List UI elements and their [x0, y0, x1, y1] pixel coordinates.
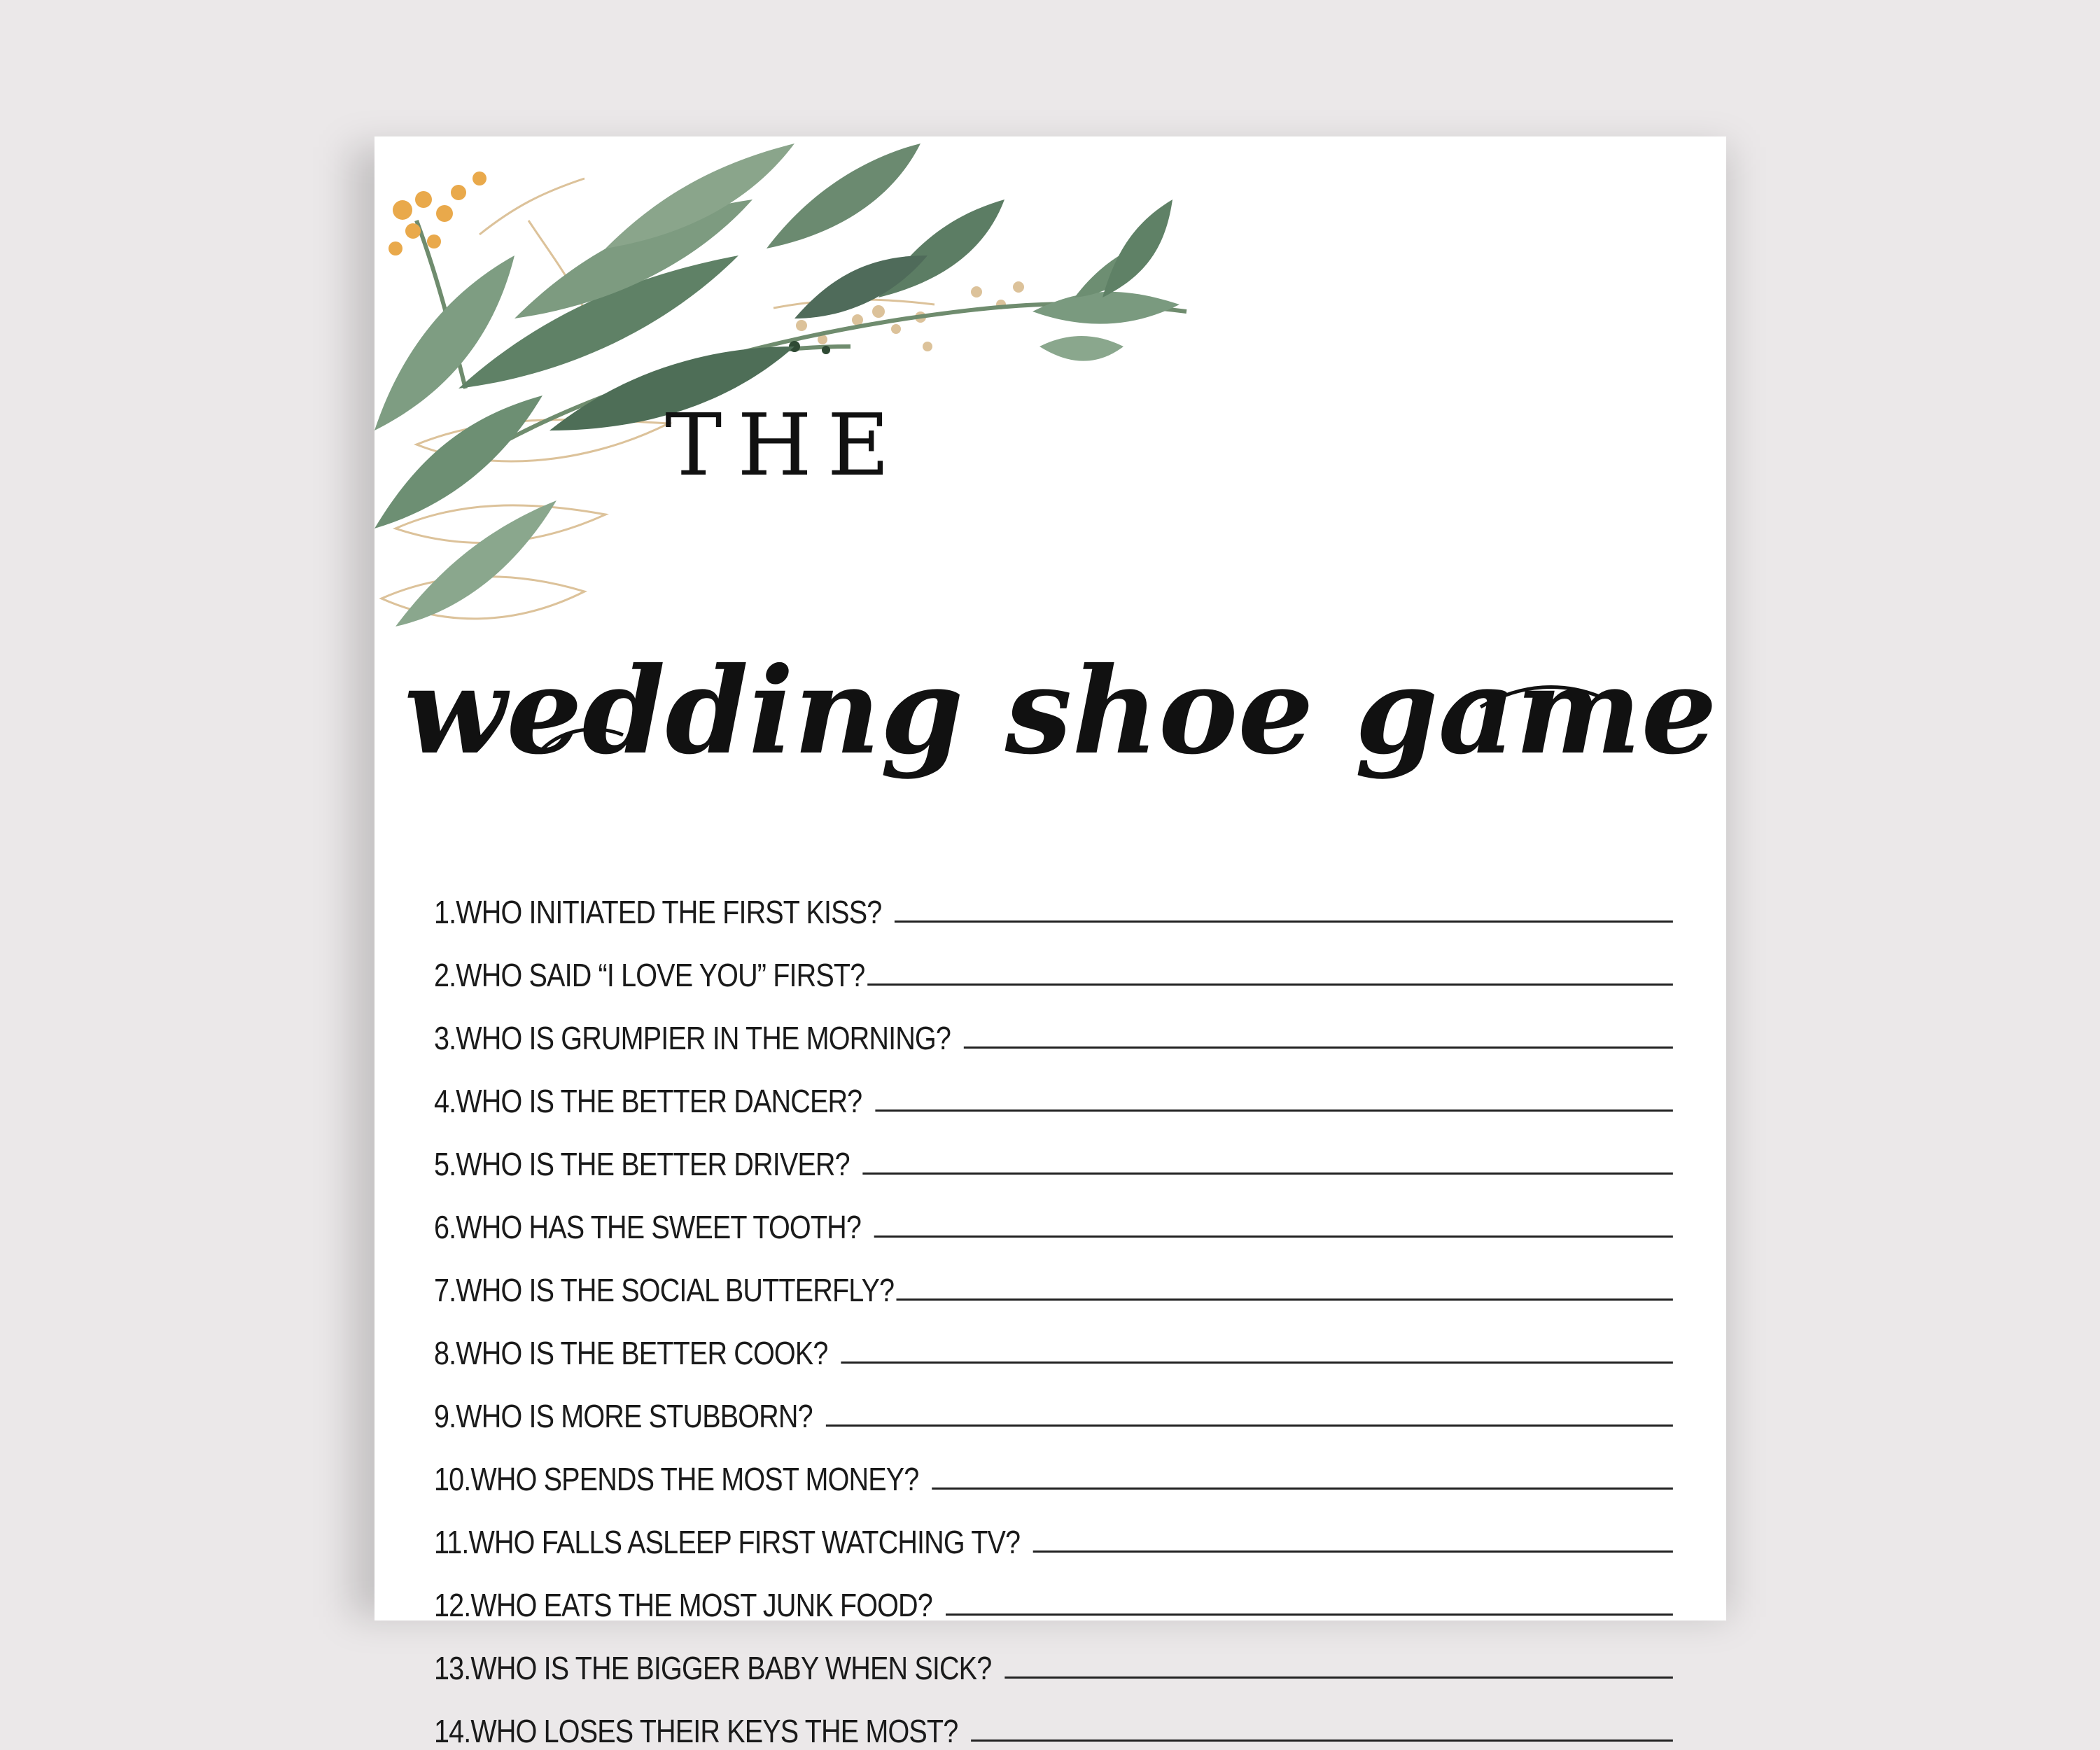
- question-text: WHO IS THE BIGGER BABY WHEN SICK?: [470, 1650, 992, 1686]
- printable-sheet: [374, 136, 1726, 1749]
- question-number: 6.: [434, 1209, 456, 1245]
- question-number: 4.: [434, 1083, 456, 1119]
- question-text: WHO INITIATED THE FIRST KISS?: [456, 894, 882, 930]
- question-text: WHO IS MORE STUBBORN?: [456, 1398, 813, 1434]
- answer-line[interactable]: [897, 1298, 1673, 1301]
- question-text: WHO SPENDS THE MOST MONEY?: [470, 1461, 919, 1497]
- question-row: [434, 931, 1673, 994]
- question-text: WHO SAID “I LOVE YOU” FIRST?: [456, 957, 865, 993]
- title-script: [404, 584, 1717, 836]
- question-text: WHO LOSES THEIR KEYS THE MOST?: [470, 1713, 958, 1749]
- answer-line[interactable]: [964, 1046, 1673, 1049]
- question-number: 2.: [434, 957, 456, 993]
- answer-line[interactable]: [895, 920, 1673, 923]
- answer-line[interactable]: [1004, 1676, 1673, 1679]
- question-row: [434, 994, 1673, 1057]
- question-number: 1.: [434, 894, 456, 930]
- question-number: 7.: [434, 1272, 456, 1308]
- question-number: 5.: [434, 1146, 456, 1182]
- question-row: [434, 1687, 1673, 1750]
- question-number: 9.: [434, 1398, 456, 1434]
- answer-line[interactable]: [932, 1488, 1673, 1490]
- question-number: 13.: [434, 1650, 471, 1686]
- question-row: [434, 1057, 1673, 1120]
- question-text: WHO IS THE SOCIAL BUTTERFLY?: [456, 1272, 895, 1308]
- question-text: WHO HAS THE SWEET TOOTH?: [456, 1209, 861, 1245]
- question-row: [434, 1246, 1673, 1309]
- title-script-text: wedding shoe game: [404, 641, 1717, 781]
- question-text: WHO FALLS ASLEEP FIRST WATCHING TV?: [468, 1524, 1021, 1560]
- question-row: [434, 1183, 1673, 1246]
- question-number: 12.: [434, 1587, 471, 1623]
- question-text: WHO IS THE BETTER DRIVER?: [456, 1146, 850, 1182]
- question-text: WHO IS THE BETTER COOK?: [456, 1335, 828, 1371]
- answer-line[interactable]: [946, 1614, 1673, 1616]
- question-number: 14.: [434, 1713, 471, 1749]
- question-row: [434, 1435, 1673, 1498]
- question-row: [434, 1372, 1673, 1435]
- answer-line[interactable]: [826, 1424, 1673, 1427]
- answer-line[interactable]: [874, 1236, 1673, 1238]
- question-row: [434, 1498, 1673, 1561]
- question-row: [434, 1120, 1673, 1183]
- title-the-text: THE: [665, 396, 905, 495]
- question-number: 11.: [434, 1524, 469, 1560]
- question-row: [434, 1624, 1673, 1687]
- answer-line[interactable]: [841, 1362, 1672, 1364]
- question-text: WHO IS GRUMPIER IN THE MORNING?: [456, 1020, 951, 1056]
- question-row: [434, 1561, 1673, 1624]
- answer-line[interactable]: [1033, 1550, 1673, 1553]
- question-text: WHO EATS THE MOST JUNK FOOD?: [470, 1587, 932, 1623]
- answer-line[interactable]: [971, 1740, 1673, 1742]
- question-text: WHO IS THE BETTER DANCER?: [456, 1083, 862, 1119]
- question-row: [434, 868, 1673, 931]
- question-number: 10.: [434, 1461, 471, 1497]
- question-number: 8.: [434, 1335, 456, 1371]
- question-list: [434, 868, 1673, 1750]
- answer-line[interactable]: [863, 1172, 1673, 1175]
- question-number: 3.: [434, 1020, 456, 1056]
- answer-line[interactable]: [867, 983, 1673, 986]
- question-row: [434, 1309, 1673, 1372]
- answer-line[interactable]: [875, 1110, 1673, 1112]
